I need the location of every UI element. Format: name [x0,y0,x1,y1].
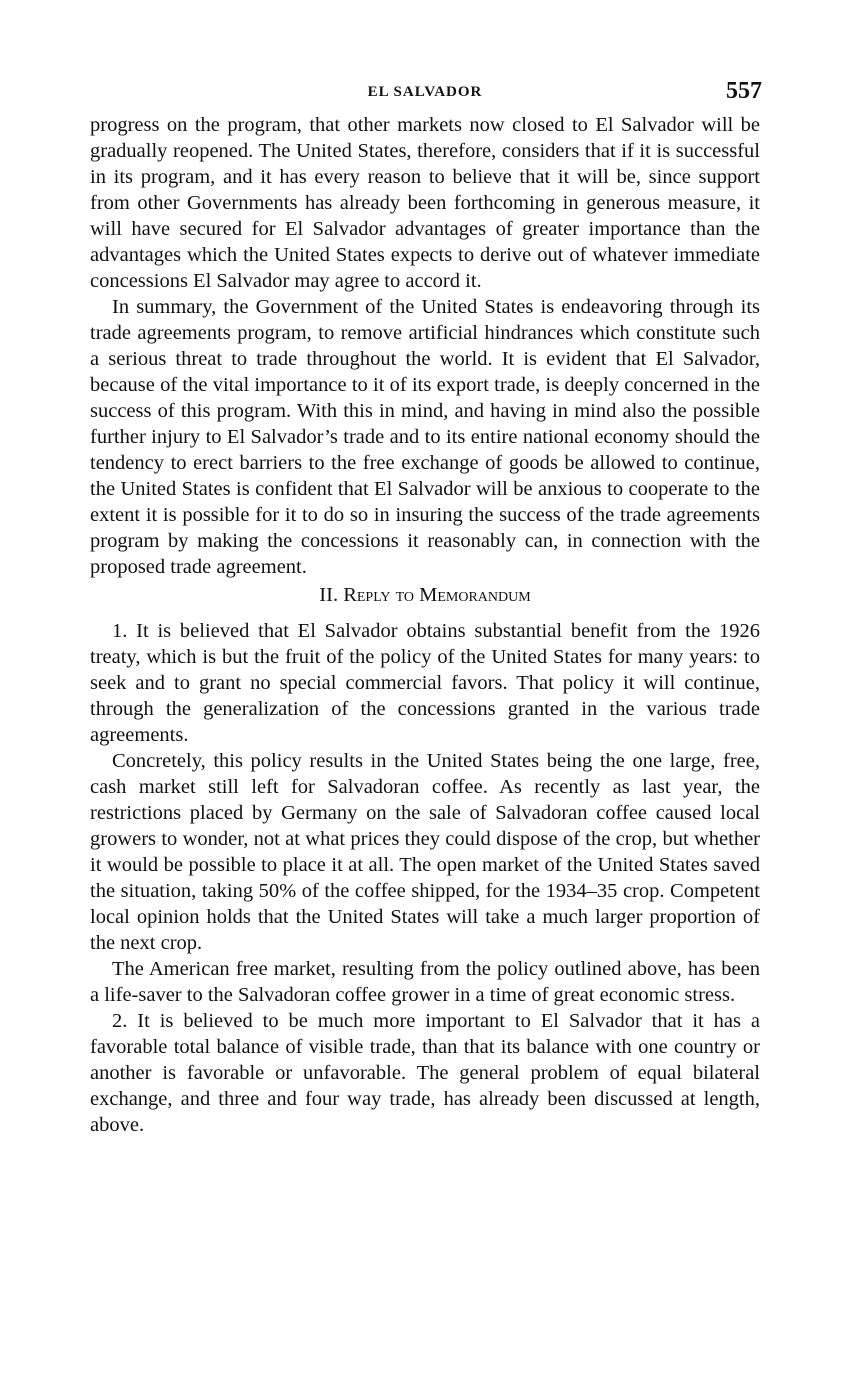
section-heading: II. Reply to Memorandum [319,584,531,606]
page-number: 557 [726,78,762,104]
paragraph-free-market: The American free market, resulting from the policy outlined above, has been a life-saver to the Salvadoran coffee grower in a time of great economic stress. [90,958,760,1006]
document-page [90,78,760,1138]
running-header [90,78,760,112]
paragraph-point-2: 2. It is believed to be much more important to El Salvador that it has a favorable total balance of visible trade, than that its balance with one country or another is favorable or unfavorable. The general problem of equal bilateral exchange, and three and four way trade, has already been discussed at length, above. [90,1010,760,1136]
running-title: EL SALVADOR [367,84,483,100]
paragraph-concretely: Concretely, this policy results in the United States being the one large, free, cash market still left for Salvadoran coffee. As recently as last year, the restrictions placed by Germany on the sale of Salvadoran coffee caused local growers to wonder, not at what prices they could dispose of the crop, but whether it would be possible to place it at all. The open market of the United States saved the situation, taking 50% of the coffee shipped, for the 1934–35 crop. Competent local opinion holds that the United States will take a much larger proportion of the next crop. [90,750,760,954]
paragraph-summary: In summary, the Government of the United States is endeavoring through its trade agreements program, to remove artificial hindrances which constitute such a serious threat to trade throughout the world. It is evident that El Salvador, because of the vital importance to it of its export trade, is deeply concerned in the success of this program. With this in mind, and having in mind also the possible further injury to El Salvador’s trade and to its entire national economy should the tendency to erect barriers to the free exchange of goods be allowed to continue, the United States is confident that El Salvador will be anxious to cooperate to the extent it is possible for it to do so in insuring the success of the trade agreements program by making the concessions it reasonably can, in connection with the proposed trade agreement. [90,296,760,578]
document-body [90,112,760,1138]
paragraph-continued: progress on the program, that other markets now closed to El Salvador will be gradually reopened. The United States, therefore, considers that if it is successful in its program, and it has every reason to believe that it will be, since support from other Governments has already been forthcoming in generous measure, it will have secured for El Salvador advantages of greater importance than the advantages which the United States expects to derive out of whatever immediate concessions El Salvador may agree to accord it. [90,114,760,292]
paragraph-point-1: 1. It is believed that El Salvador obtains substantial benefit from the 1926 treaty, which is but the fruit of the policy of the United States for many years: to seek and to grant no special commercial favors. That policy it will continue, through the generalization of the concessions granted in the various trade agreements. [90,620,760,746]
